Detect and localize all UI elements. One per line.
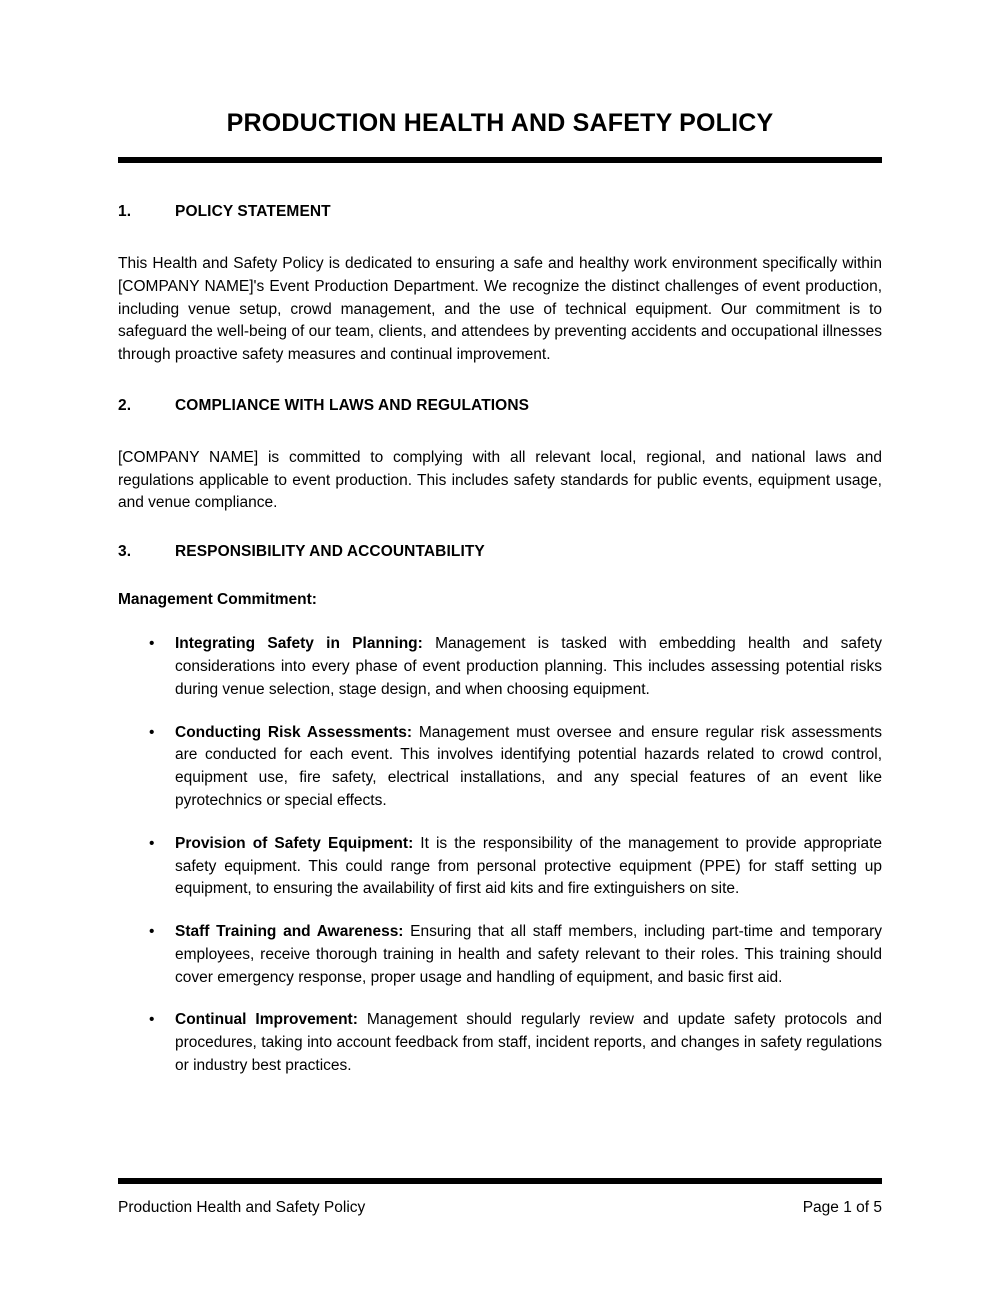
management-commitment-list — [118, 633, 882, 1078]
list-item — [118, 1009, 882, 1077]
list-item-term: Continual Improvement: — [175, 1011, 358, 1029]
document-content — [118, 0, 882, 1078]
section-label: POLICY STATEMENT — [175, 203, 331, 220]
footer-row — [118, 1184, 882, 1217]
section-2-paragraph: [COMPANY NAME] is committed to complying with all relevant local, regional, and national laws and regulations applicable to event production. This includes safety standards for public events, equipment usage, and venue compliance. — [118, 448, 882, 512]
list-item — [118, 921, 882, 989]
spacer — [118, 163, 882, 203]
list-item-text: Ensuring that all staff members, including part-time and temporary employees, receive thorough training in health and safety relevant to their roles. This training should cover emergency response, proper usage and handling of equipment, and basic first aid. — [175, 923, 882, 986]
section-1-paragraph: This Health and Safety Policy is dedicated to ensuring a safe and healthy work environment specifically within [COMPANY NAME]'s Event Production Department. We recognize the distinct challenges of event production, including venue setup, crowd management, and the use of technical equipment. Our commitment is to safeguard the well-being of our team, clients, and attendees by preventing accidents and occupational illnesses through proactive safety measures and continual improvement. — [118, 255, 882, 364]
footer-page-number: Page 1 of 5 — [802, 1199, 882, 1216]
spacer — [118, 367, 882, 397]
bullet-icon: • — [149, 1011, 155, 1029]
list-item-term: Conducting Risk Assessments: — [175, 723, 413, 741]
spacer — [118, 609, 882, 633]
section-number: 3. — [118, 543, 132, 561]
list-item-text: Management should regularly review and update safety protocols and procedures, taking into account feedback from staff, incident reports, and changes in safety regulations or industry best practices. — [175, 1011, 883, 1074]
list-item-term: Integrating Safety in Planning: — [175, 635, 423, 653]
section-number: 2. — [118, 396, 132, 414]
spacer — [118, 221, 882, 253]
spacer — [118, 415, 882, 447]
page-footer — [118, 1178, 882, 1217]
section-heading-3 — [118, 543, 882, 561]
list-item-term: Provision of Safety Equipment: — [175, 834, 414, 852]
spacer — [118, 515, 882, 543]
bullet-icon: • — [149, 923, 155, 941]
section-number: 1. — [118, 203, 132, 220]
list-item — [118, 633, 882, 701]
section-label: COMPLIANCE WITH LAWS AND REGULATIONS — [175, 396, 530, 414]
bullet-icon: • — [149, 635, 155, 653]
bullet-icon: • — [149, 723, 155, 741]
list-item-text: Management must oversee and ensure regular risk assessments are conducted for each event. This involves identifying potential hazards related to crowd control, equipment use, fire safety, electrical installations, and any special features of an event like pyrotechnics or special effects. — [175, 723, 882, 809]
list-item-term: Staff Training and Awareness: — [175, 923, 404, 941]
section-label: RESPONSIBILITY AND ACCOUNTABILITY — [175, 543, 485, 561]
bullet-icon: • — [149, 834, 155, 852]
spacer — [118, 561, 882, 591]
list-item-text: Management is tasked with embedding health and safety considerations into every phase of event production planning. This includes assessing potential risks during venue selection, stage design, and when choosing equipment. — [175, 635, 882, 698]
section-heading-2 — [118, 397, 882, 415]
list-item — [118, 833, 882, 901]
section-heading-1 — [118, 203, 882, 221]
management-commitment-subheading: Management Commitment: — [118, 591, 317, 609]
footer-document-name: Production Health and Safety Policy — [118, 1199, 366, 1216]
list-item — [118, 722, 882, 813]
page-title: PRODUCTION HEALTH AND SAFETY POLICY — [226, 109, 774, 137]
list-item-text: It is the responsibility of the management to provide appropriate safety equipment. This could range from personal protective equipment (PPE) for staff setting up equipment, to ensuring the availability of first aid kits and fire extinguishers on site. — [175, 834, 882, 898]
